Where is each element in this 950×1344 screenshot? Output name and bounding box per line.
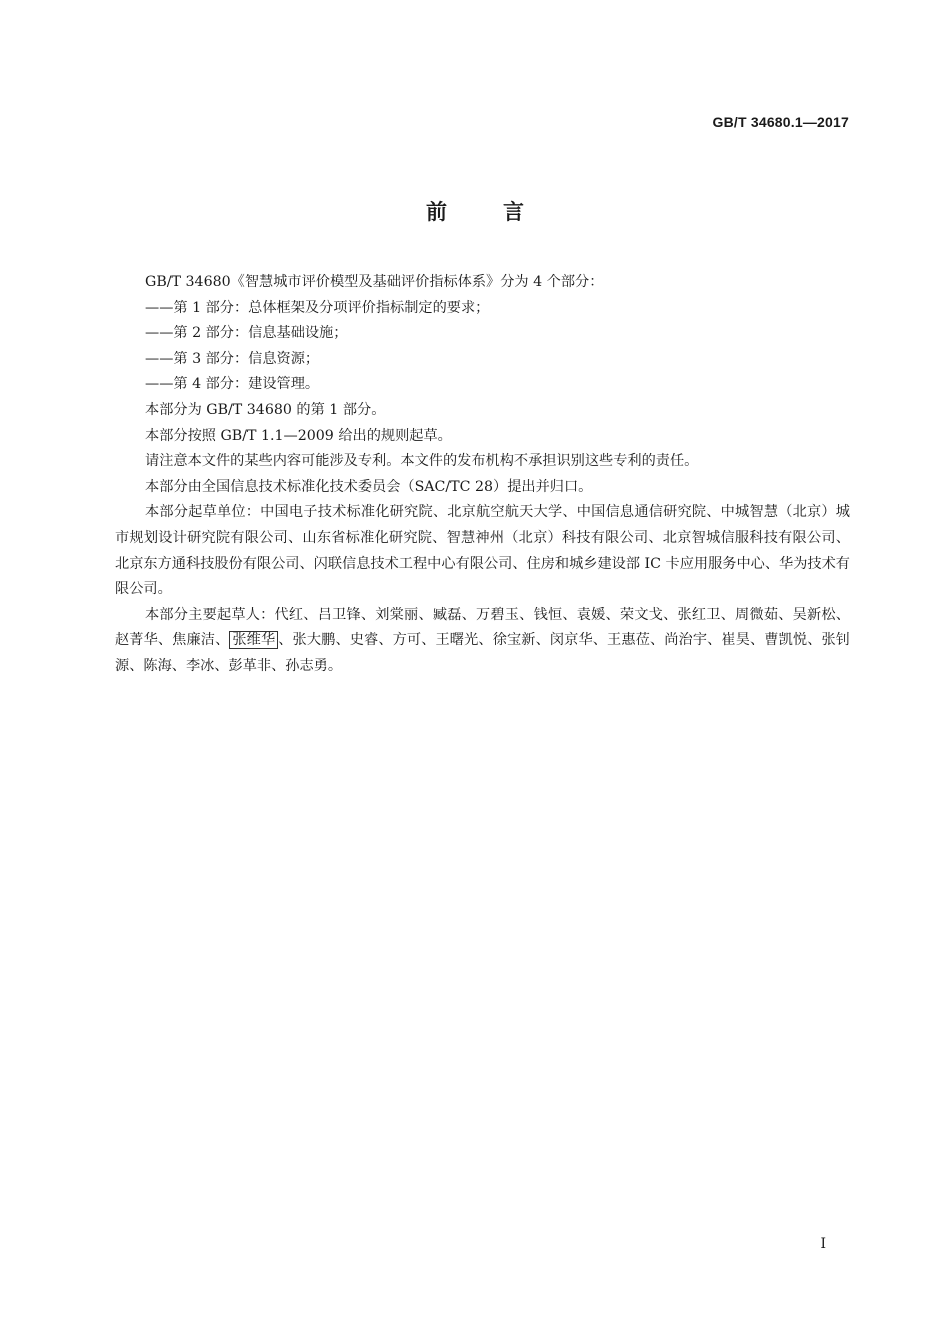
drafting-units-paragraph: 本部分起草单位：中国电子技术标准化研究院、北京航空航天大学、中国信息通信研究院、中城智慧（北京）城市规划设计研究院有限公司、山东省标准化研究院、智慧神州（北京）科技有限公司、北京智城信服科技有限公司、北京东方通科技股份有限公司、闪联信息技术工程中心有限公司、住房和城乡建设部 IC 卡应用服务中心、华为技术有限公司。 (115, 504, 850, 598)
drafters-paragraph (115, 603, 850, 680)
proposed-by-paragraph: 本部分由全国信息技术标准化技术委员会（SAC/TC 28）提出并归口。 (145, 478, 593, 495)
intro-paragraph: GB/T 34680《智慧城市评价模型及基础评价指标体系》分为 4 个部分： (145, 274, 604, 290)
page-title: 前言 (426, 200, 580, 224)
drafters-text-after: 、张大鹏、史睿、方可、王曙光、徐宝新、闵京华、王惠莅、尚治宇、崔昊、曹凯悦、张钊源、陈海、李冰、彭革非、孙志勇。 (115, 632, 850, 674)
page-number: I (820, 1236, 826, 1252)
highlighted-drafter-name: 张维华 (229, 631, 278, 649)
this-part-paragraph: 本部分为 GB/T 34680 的第 1 部分。 (145, 401, 386, 418)
list-item-part2: ——第 2 部分：信息基础设施； (145, 325, 348, 342)
patent-notice-paragraph: 请注意本文件的某些内容可能涉及专利。本文件的发布机构不承担识别这些专利的责任。 (145, 453, 699, 470)
standard-code: GB/T 34680.1—2017 (712, 114, 849, 130)
drafters-text-before: 本部分主要起草人：代红、吕卫锋、刘棠丽、臧磊、万碧玉、钱恒、袁媛、荣文戈、张红卫、周微茹、吴新松、赵菁华、焦廉洁、 (115, 606, 850, 649)
drafting-rules-paragraph: 本部分按照 GB/T 1.1—2009 给出的规则起草。 (145, 427, 452, 444)
document-body (115, 270, 850, 680)
list-item-part4: ——第 4 部分：建设管理。 (145, 376, 320, 393)
list-item-part3: ——第 3 部分：信息资源； (145, 350, 320, 367)
list-item-part1: ——第 1 部分：总体框架及分项评价指标制定的要求； (145, 299, 490, 316)
